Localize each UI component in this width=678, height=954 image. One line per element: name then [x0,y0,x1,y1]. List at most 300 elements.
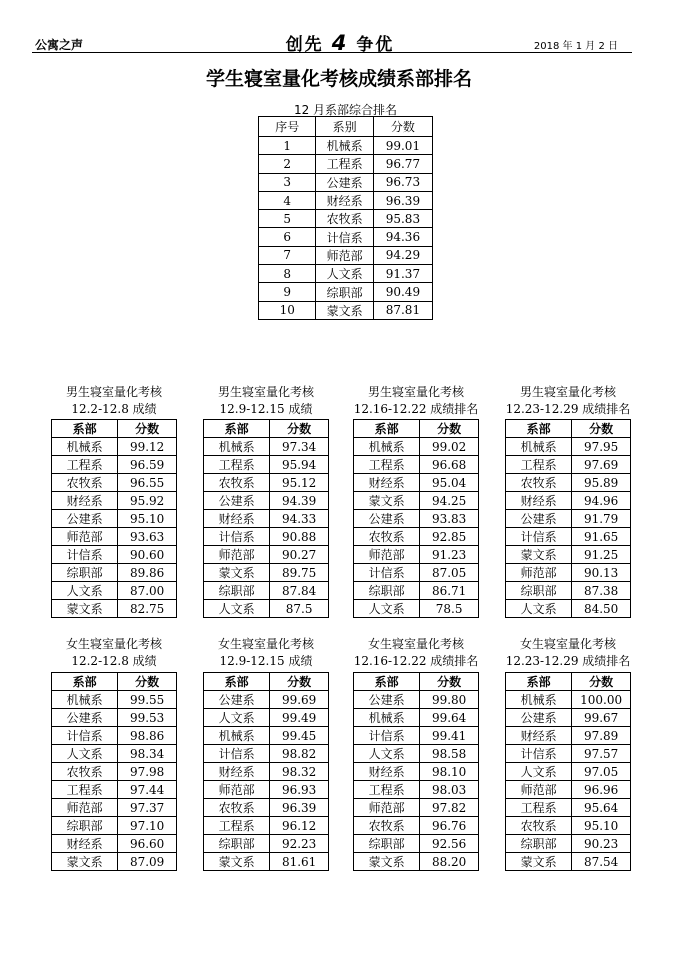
newsletter-name: 公寓之声 [35,38,84,52]
dept-cell: 师范部 [354,546,420,564]
group-caption-line1: 女生寝室量化考核 [367,637,464,651]
table-row [52,528,177,546]
group-caption-line1: 女生寝室量化考核 [65,637,162,651]
score-cell: 87.84 [270,582,329,600]
group-caption-line2: 12.23-12.29 成绩排名 [505,654,631,668]
dept-cell: 农牧系 [506,817,572,835]
table-row [52,492,177,510]
score-cell: 90.23 [572,835,631,853]
table-row [259,246,433,264]
table-header-row [204,673,329,691]
table-row [354,745,479,763]
table-row [354,709,479,727]
dept-cell: 计信系 [316,228,373,246]
score-cell: 88.20 [420,853,479,871]
score-cell: 98.86 [118,727,177,745]
score-cell: 95.92 [118,492,177,510]
score-cell: 98.58 [420,745,479,763]
dept-cell: 师范部 [204,781,270,799]
table-row [354,799,479,817]
table-row [204,600,329,618]
table-row [506,438,631,456]
dept-cell: 农牧系 [354,528,420,546]
group-caption-line2: 12.2-12.8 成绩 [71,402,157,416]
score-cell: 94.96 [572,492,631,510]
dept-cell: 工程系 [506,456,572,474]
dept-cell: 蒙文系 [52,853,118,871]
table-row [259,173,433,191]
table-row [506,853,631,871]
score-cell: 89.86 [118,564,177,582]
table-row [506,600,631,618]
column-header-score: 分数 [572,420,631,438]
column-header-dept: 系部 [204,420,270,438]
table-header-row [354,673,479,691]
table-row [259,210,433,228]
table-row [204,799,329,817]
score-cell: 98.10 [420,763,479,781]
table-row [52,817,177,835]
table-row [52,745,177,763]
dept-cell: 工程系 [354,456,420,474]
table-row [506,745,631,763]
rank-cell: 4 [259,191,316,209]
group-ranking-table [505,419,631,618]
dept-cell: 公建系 [506,510,572,528]
group-caption-line2: 12.16-12.22 成绩排名 [353,402,479,416]
rank-cell: 5 [259,210,316,228]
score-cell: 98.34 [118,745,177,763]
table-row [354,456,479,474]
column-header-dept: 系部 [52,420,118,438]
group-caption [504,636,632,670]
group-ranking-table [203,419,329,618]
group-caption-line2: 12.2-12.8 成绩 [71,654,157,668]
column-header-dept: 系部 [506,673,572,691]
score-cell: 87.5 [270,600,329,618]
score-cell: 99.01 [373,137,432,155]
table-header-row [506,420,631,438]
table-row [354,474,479,492]
group-caption-line1: 男生寝室量化考核 [217,385,314,399]
table-row [354,600,479,618]
score-cell: 96.59 [118,456,177,474]
dept-cell: 机械系 [52,691,118,709]
column-header-dept: 系部 [354,673,420,691]
score-cell: 87.00 [118,582,177,600]
score-cell: 95.64 [572,799,631,817]
dept-cell: 综职部 [354,582,420,600]
dept-cell: 工程系 [204,456,270,474]
dept-cell: 财经系 [506,727,572,745]
table-row [354,781,479,799]
column-header-dept: 系别 [316,117,373,137]
group-caption [202,384,330,418]
table-row [506,727,631,745]
page-title: 学生寝室量化考核成绩系部排名 [205,68,472,90]
score-cell: 87.81 [373,301,432,319]
table-row [204,745,329,763]
dept-cell: 机械系 [506,691,572,709]
group-ranking-table [505,672,631,871]
table-row [204,763,329,781]
score-cell: 100.00 [572,691,631,709]
table-header-row [354,420,479,438]
table-row [354,691,479,709]
dept-cell: 蒙文系 [316,301,373,319]
dept-cell: 人文系 [204,600,270,618]
dept-cell: 机械系 [354,709,420,727]
table-row [354,492,479,510]
score-cell: 96.73 [373,173,432,191]
table-row [204,853,329,871]
dept-cell: 农牧系 [506,474,572,492]
dept-cell: 工程系 [52,456,118,474]
score-cell: 99.80 [420,691,479,709]
score-cell: 93.63 [118,528,177,546]
table-row [506,474,631,492]
dept-cell: 公建系 [52,709,118,727]
table-row [354,438,479,456]
score-cell: 94.39 [270,492,329,510]
group-caption [504,384,632,418]
score-cell: 97.98 [118,763,177,781]
score-cell: 97.89 [572,727,631,745]
table-row [52,691,177,709]
table-row [204,474,329,492]
score-cell: 87.38 [572,582,631,600]
score-cell: 94.29 [373,246,432,264]
group-caption [50,636,178,670]
score-cell: 99.64 [420,709,479,727]
dept-cell: 计信系 [506,745,572,763]
dept-cell: 农牧系 [316,210,373,228]
rank-cell: 6 [259,228,316,246]
score-cell: 96.60 [118,835,177,853]
table-row [259,228,433,246]
dept-cell: 财经系 [52,835,118,853]
table-row [506,510,631,528]
score-cell: 97.95 [572,438,631,456]
score-cell: 98.32 [270,763,329,781]
table-row [204,456,329,474]
dept-cell: 综职部 [204,582,270,600]
table-row [506,546,631,564]
dept-cell: 师范部 [204,546,270,564]
group-caption [202,636,330,670]
dept-cell: 蒙文系 [506,546,572,564]
score-cell: 96.93 [270,781,329,799]
score-cell: 96.77 [373,155,432,173]
score-cell: 97.05 [572,763,631,781]
dept-cell: 公建系 [316,173,373,191]
dept-cell: 师范部 [52,528,118,546]
dept-cell: 机械系 [204,438,270,456]
score-cell: 91.23 [420,546,479,564]
issue-number: 4 [331,31,349,55]
group-caption [352,384,480,418]
dept-cell: 农牧系 [204,799,270,817]
dept-cell: 工程系 [354,781,420,799]
table-row [52,456,177,474]
score-cell: 91.25 [572,546,631,564]
rank-cell: 2 [259,155,316,173]
table-row [506,709,631,727]
table-row [506,763,631,781]
score-cell: 92.85 [420,528,479,546]
score-cell: 99.55 [118,691,177,709]
table-header-row [52,673,177,691]
score-cell: 89.75 [270,564,329,582]
dept-cell: 蒙文系 [354,492,420,510]
dept-cell: 公建系 [506,709,572,727]
score-cell: 95.10 [118,510,177,528]
group-caption-line1: 男生寝室量化考核 [519,385,616,399]
rank-cell: 3 [259,173,316,191]
dept-cell: 财经系 [316,191,373,209]
dept-cell: 综职部 [52,564,118,582]
score-cell: 98.03 [420,781,479,799]
score-cell: 90.13 [572,564,631,582]
score-cell: 97.69 [572,456,631,474]
dept-cell: 机械系 [354,438,420,456]
table-row [204,727,329,745]
table-row [354,835,479,853]
score-cell: 82.75 [118,600,177,618]
column-header-dept: 系部 [506,420,572,438]
group-ranking-table [51,672,177,871]
score-cell: 96.68 [420,456,479,474]
rank-cell: 7 [259,246,316,264]
score-cell: 95.10 [572,817,631,835]
table-row [506,691,631,709]
header-divider [32,52,632,53]
group-caption-line1: 男生寝室量化考核 [65,385,162,399]
dept-cell: 财经系 [506,492,572,510]
score-cell: 86.71 [420,582,479,600]
column-header-score: 分数 [420,673,479,691]
table-row [52,727,177,745]
score-cell: 95.04 [420,474,479,492]
dept-cell: 人文系 [354,745,420,763]
dept-cell: 人文系 [506,600,572,618]
score-cell: 99.69 [270,691,329,709]
table-row [354,582,479,600]
dept-cell: 机械系 [316,137,373,155]
table-row [354,564,479,582]
table-row [354,510,479,528]
dept-cell: 师范部 [354,799,420,817]
score-cell: 99.45 [270,727,329,745]
rank-cell: 8 [259,265,316,283]
table-row [354,727,479,745]
dept-cell: 公建系 [52,510,118,528]
table-row [354,763,479,781]
rank-cell: 10 [259,301,316,319]
dept-cell: 师范部 [316,246,373,264]
dept-cell: 人文系 [354,600,420,618]
dept-cell: 公建系 [354,510,420,528]
dept-cell: 综职部 [52,817,118,835]
score-cell: 91.37 [373,265,432,283]
score-cell: 91.79 [572,510,631,528]
table-row [204,781,329,799]
score-cell: 87.09 [118,853,177,871]
dept-cell: 财经系 [354,763,420,781]
score-cell: 94.36 [373,228,432,246]
table-row [259,191,433,209]
group-caption-line1: 男生寝室量化考核 [367,385,464,399]
group-ranking-table [353,672,479,871]
table-row [52,546,177,564]
dept-cell: 综职部 [316,283,373,301]
score-cell: 81.61 [270,853,329,871]
score-cell: 96.96 [572,781,631,799]
dept-cell: 综职部 [354,835,420,853]
dept-cell: 机械系 [52,438,118,456]
score-cell: 99.53 [118,709,177,727]
dept-cell: 计信系 [354,727,420,745]
table-row [506,817,631,835]
dept-cell: 蒙文系 [204,564,270,582]
column-header-score: 分数 [270,673,329,691]
score-cell: 93.83 [420,510,479,528]
column-header-score: 分数 [118,673,177,691]
score-cell: 91.65 [572,528,631,546]
dept-cell: 机械系 [506,438,572,456]
table-row [259,283,433,301]
score-cell: 96.12 [270,817,329,835]
dept-cell: 工程系 [506,799,572,817]
table-row [52,763,177,781]
score-cell: 99.02 [420,438,479,456]
score-cell: 94.25 [420,492,479,510]
score-cell: 78.5 [420,600,479,618]
table-row [204,510,329,528]
table-row [52,835,177,853]
table-row [506,582,631,600]
table-row [259,265,433,283]
score-cell: 97.34 [270,438,329,456]
table-header-row [204,420,329,438]
column-header-dept: 系部 [204,673,270,691]
table-row [354,546,479,564]
score-cell: 97.57 [572,745,631,763]
dept-cell: 农牧系 [52,763,118,781]
dept-cell: 蒙文系 [204,853,270,871]
score-cell: 99.49 [270,709,329,727]
score-cell: 97.10 [118,817,177,835]
column-header-dept: 系部 [354,420,420,438]
score-cell: 90.60 [118,546,177,564]
table-header-row [259,117,433,137]
group-ranking-table [51,419,177,618]
dept-cell: 公建系 [204,691,270,709]
dept-cell: 师范部 [506,564,572,582]
overall-ranking-table [258,116,433,320]
rank-cell: 9 [259,283,316,301]
table-row [52,799,177,817]
dept-cell: 农牧系 [204,474,270,492]
score-cell: 87.05 [420,564,479,582]
slogan-right: 争优 [356,35,395,55]
dept-cell: 农牧系 [354,817,420,835]
score-cell: 90.88 [270,528,329,546]
table-row [506,799,631,817]
table-row [52,564,177,582]
table-header-row [52,420,177,438]
table-row [204,546,329,564]
table-row [52,474,177,492]
overall-ranking-caption: 12 月系部综合排名 [293,103,398,117]
dept-cell: 综职部 [506,835,572,853]
slogan-left: 创先 [285,35,324,55]
dept-cell: 财经系 [204,763,270,781]
group-caption-line2: 12.16-12.22 成绩排名 [353,654,479,668]
dept-cell: 计信系 [354,564,420,582]
issue-date: 2018 年 1 月 2 日 [533,41,618,52]
table-row [506,564,631,582]
score-cell: 92.23 [270,835,329,853]
dept-cell: 人文系 [52,582,118,600]
dept-cell: 蒙文系 [506,853,572,871]
dept-cell: 工程系 [52,781,118,799]
group-ranking-table [353,419,479,618]
table-row [52,600,177,618]
dept-cell: 计信系 [52,546,118,564]
column-header-score: 分数 [270,420,329,438]
column-header-rank: 序号 [259,117,316,137]
rank-cell: 1 [259,137,316,155]
dept-cell: 财经系 [204,510,270,528]
score-cell: 95.89 [572,474,631,492]
table-row [354,853,479,871]
score-cell: 96.39 [270,799,329,817]
dept-cell: 人文系 [316,265,373,283]
table-row [506,835,631,853]
table-row [52,781,177,799]
score-cell: 96.55 [118,474,177,492]
table-row [52,510,177,528]
table-row [506,528,631,546]
table-row [204,438,329,456]
table-row [506,456,631,474]
dept-cell: 蒙文系 [354,853,420,871]
group-caption-line1: 女生寝室量化考核 [519,637,616,651]
table-row [204,564,329,582]
dept-cell: 工程系 [316,155,373,173]
table-row [506,492,631,510]
score-cell: 97.82 [420,799,479,817]
page-header [0,28,678,55]
dept-cell: 师范部 [52,799,118,817]
dept-cell: 人文系 [52,745,118,763]
group-caption-line2: 12.23-12.29 成绩排名 [505,402,631,416]
dept-cell: 师范部 [506,781,572,799]
dept-cell: 计信系 [506,528,572,546]
column-header-score: 分数 [373,117,432,137]
table-row [204,528,329,546]
score-cell: 97.44 [118,781,177,799]
table-row [354,817,479,835]
score-cell: 97.37 [118,799,177,817]
dept-cell: 农牧系 [52,474,118,492]
dept-cell: 计信系 [52,727,118,745]
score-cell: 95.94 [270,456,329,474]
score-cell: 90.27 [270,546,329,564]
table-row [52,853,177,871]
dept-cell: 综职部 [204,835,270,853]
